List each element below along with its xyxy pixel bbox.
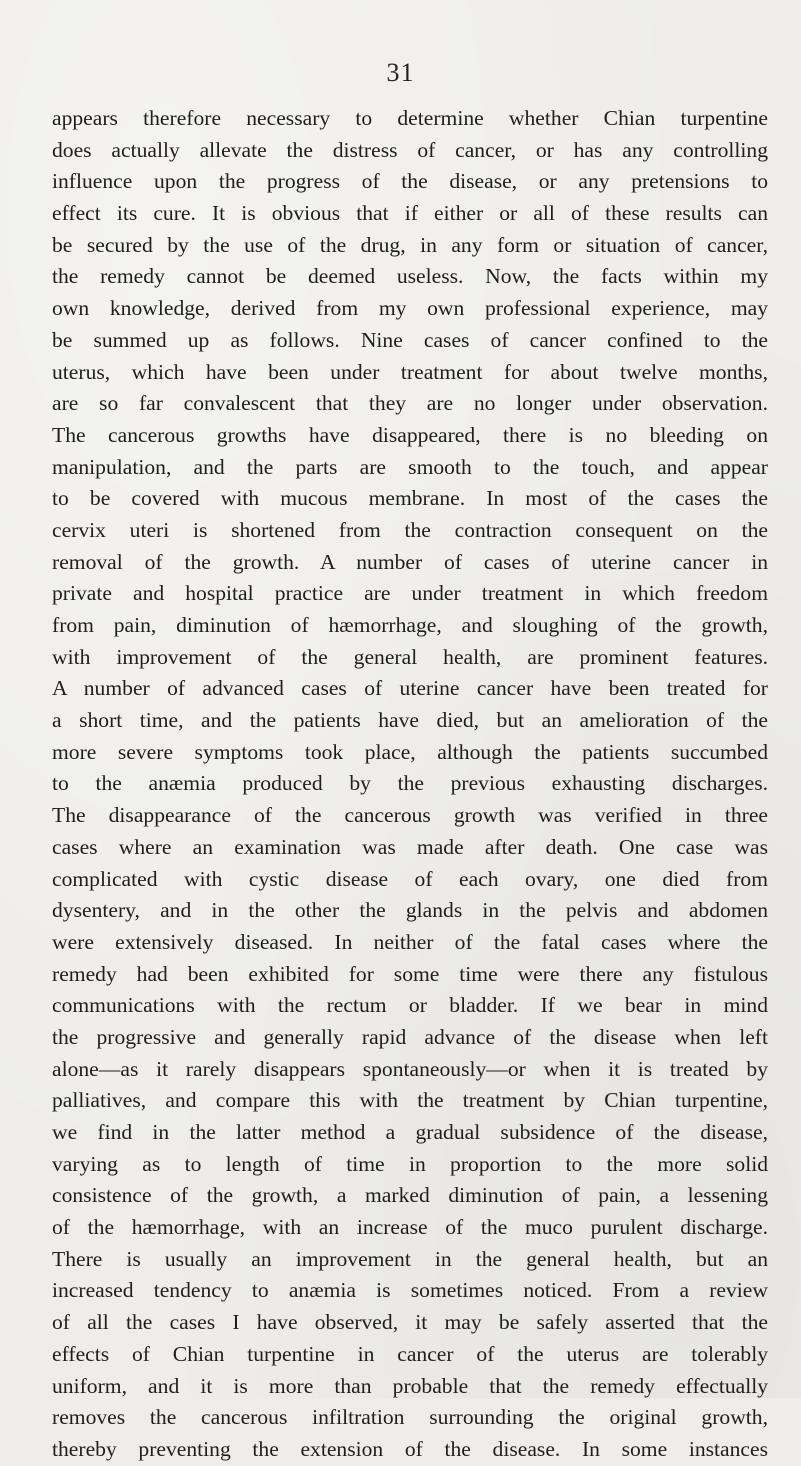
text-line: from pain, diminution of hæmorrhage, and sloughing of the growth, <box>52 613 768 637</box>
text-line: we find in the latter method a gradual subsidence of the disease, <box>52 1120 768 1144</box>
text-line: dysentery, and in the other the glands in the pelvis and abdomen <box>52 898 768 923</box>
text-line: uniform, and it is more than probable that the remedy effectually <box>52 1373 768 1398</box>
text-line: the remedy cannot be deemed useless. Now, the facts within my <box>52 264 768 289</box>
page-number: 31 <box>386 58 415 87</box>
text-line: The cancerous growths have disappeared, there is no bleeding on <box>52 422 768 447</box>
text-line: varying as to length of time in proportion to the more solid <box>52 1151 768 1176</box>
text-line: manipulation, and the parts are smooth to the touch, and appear <box>52 454 768 479</box>
text-line: cases where an examination was made after death. One case was <box>52 834 768 859</box>
text-line: There is usually an improvement in the general health, but an <box>52 1246 768 1271</box>
text-line: were extensively diseased. In neither of the fatal cases where the <box>52 929 768 954</box>
text-line: to the anæmia produced by the previous exhausting discharges. <box>52 771 768 796</box>
text-line: with improvement of the general health, are prominent features. <box>52 644 768 669</box>
text-line: complicated with cystic disease of each ovary, one died from <box>52 866 768 891</box>
text-line: effects of Chian turpentine in cancer of the uterus are tolerably <box>52 1341 768 1366</box>
text-line: the progressive and generally rapid advance of the disease when left <box>52 1024 768 1049</box>
text-line: A number of advanced cases of uterine cancer have been treated for <box>52 676 768 701</box>
text-line: palliatives, and compare this with the treatment by Chian turpentine, <box>52 1088 768 1113</box>
text-line: be summed up as follows. Nine cases of cancer confined to the <box>52 327 768 352</box>
text-line: remedy had been exhibited for some time were there any fistulous <box>52 961 768 986</box>
text-line: communications with the rectum or bladder. If we bear in mind <box>52 993 768 1018</box>
text-line: removal of the growth. A number of cases of uterine cancer in <box>52 549 768 574</box>
text-line: effect its cure. It is obvious that if either or all of these results can <box>52 201 768 226</box>
text-line: a short time, and the patients have died, but an amelioration of the <box>52 708 768 733</box>
text-line: cervix uteri is shortened from the contraction consequent on the <box>52 517 768 542</box>
text-line: appears therefore necessary to determine whether Chian turpentine <box>52 106 768 130</box>
text-line: influence upon the progress of the disease, or any pretensions to <box>52 169 768 194</box>
text-line: uterus, which have been under treatment for about twelve months, <box>52 359 768 384</box>
text-line: thereby preventing the extension of the disease. In some instances <box>52 1436 768 1461</box>
text-line: increased tendency to anæmia is sometimes noticed. From a review <box>52 1278 768 1303</box>
text-line: are so far convalescent that they are no longer under observation. <box>52 391 768 416</box>
text-line: own knowledge, derived from my own professional experience, may <box>52 296 768 321</box>
text-line: removes the cancerous infiltration surrounding the original growth, <box>52 1405 768 1430</box>
body-text <box>52 103 768 1466</box>
text-line: of all the cases I have observed, it may be safely asserted that the <box>52 1310 768 1335</box>
text-line: does actually allevate the distress of cancer, or has any controlling <box>52 137 768 162</box>
text-line: of the hæmorrhage, with an increase of the muco purulent discharge. <box>52 1215 768 1240</box>
text-line: more severe symptoms took place, although the patients succumbed <box>52 739 768 764</box>
text-line: consistence of the growth, a marked diminution of pain, a lessening <box>52 1183 768 1208</box>
text-line: alone—as it rarely disappears spontaneously—or when it is treated by <box>52 1056 768 1081</box>
text-line: be secured by the use of the drug, in any form or situation of cancer, <box>52 232 768 257</box>
text-line: private and hospital practice are under treatment in which freedom <box>52 581 768 606</box>
text-line: The disappearance of the cancerous growth was verified in three <box>52 803 768 828</box>
text-line: to be covered with mucous membrane. In most of the cases the <box>52 486 768 511</box>
